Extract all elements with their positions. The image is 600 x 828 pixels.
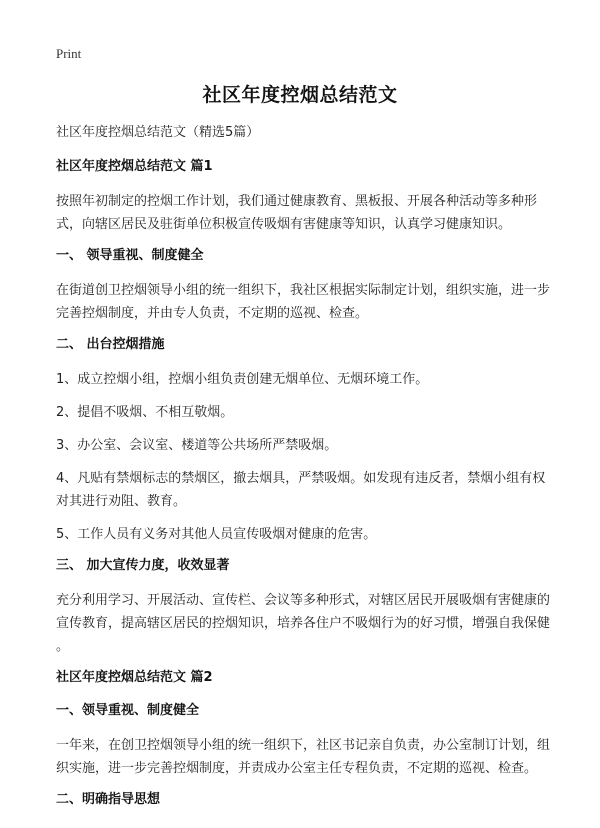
- section-heading: 二、明确指导思想: [56, 792, 161, 807]
- paragraph: 按照年初制定的控烟工作计划，我们通过健康教育、黑板报、开展各种活动等多种形式，向辖区居民及驻街单位积极宣传吸烟有害健康等知识，认真学习健康知识。: [56, 194, 538, 232]
- list-item: 5、工作人员有义务对其他人员宣传吸烟对健康的危害。: [56, 527, 377, 542]
- list-item: 4、凡贴有禁烟标志的禁烟区，撤去烟具，严禁吸烟。如发现有违反者，禁烟小组有权对其进行劝阻、教育。: [56, 471, 546, 509]
- subtitle: 社区年度控烟总结范文（精选5篇）: [56, 125, 260, 140]
- article-heading: 社区年度控烟总结范文 篇2: [56, 670, 213, 685]
- paragraph: 一年来，在创卫控烟领导小组的统一组织下，社区书记亲自负责，办公室制订计划，组织实施，进一步完善控烟制度，并责成办公室主任专程负责，不定期的巡视、检查。: [56, 738, 551, 776]
- paragraph: 在街道创卫控烟领导小组的统一组织下，我社区根据实际制定计划，组织实施，进一步完善控烟制度，并由专人负责，不定期的巡视、检查。: [56, 283, 551, 321]
- section-heading: 一、 领导重视、制度健全: [56, 248, 204, 263]
- section-heading: 二、 出台控烟措施: [56, 337, 165, 352]
- section-heading: 三、 加大宣传力度，收效显著: [56, 558, 230, 573]
- article-body: [56, 121, 552, 823]
- page-title: 社区年度控烟总结范文: [202, 84, 398, 106]
- print-link[interactable]: Print: [56, 46, 82, 61]
- list-item: 1、成立控烟小组，控烟小组负责创建无烟单位、无烟环境工作。: [56, 372, 429, 387]
- list-item: 2、提倡不吸烟、不相互敬烟。: [56, 405, 234, 420]
- paragraph: 充分利用学习、开展活动、宣传栏、会议等多种形式，对辖区居民开展吸烟有害健康的宣传教育，提高辖区居民的控烟知识，培养各住户不吸烟行为的好习惯，增强自我保健 。: [56, 593, 551, 654]
- list-item: 3、办公室、会议室、楼道等公共场所严禁吸烟。: [56, 438, 338, 453]
- section-heading: 一、领导重视、制度健全: [56, 703, 200, 718]
- section-heading: 社区年度控烟总结范文 篇1: [56, 159, 213, 174]
